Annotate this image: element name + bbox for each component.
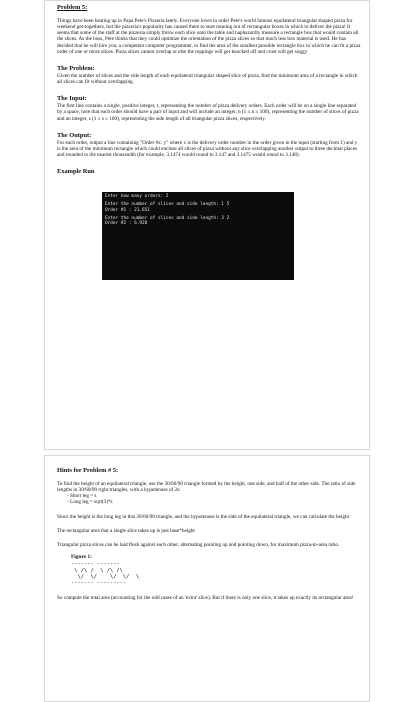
problem-title: Problem 5: <box>57 4 88 11</box>
console-line: Enter how many orders: 2 <box>105 194 169 200</box>
console-line: Order #2 : 6.928 <box>105 221 148 226</box>
output-text: For each order, output a line containing "Order #x: y" where x is the delivery order number in the order given in the input (starting from 1) and y is the area of the minimum rectangle which could enclose all slices of pizza without any slice overlapping another output to three decimal places and rounded to the nearest thousandth (for example, 3.1474 would round to 3.147 and 3.1475 would round to 3.148). <box>57 139 358 159</box>
hints-paragraph: The rectangular area that a single slice takes up is just base*height <box>57 527 195 534</box>
bullet-short-leg: - Short leg = s <box>67 493 361 499</box>
input-heading: The Input: <box>57 95 87 103</box>
hints-bullet-list <box>57 493 361 505</box>
problem-card <box>44 0 370 450</box>
console-output <box>102 192 294 280</box>
problem-text: Given the number of slices and the side length of each equilateral triangular shaped slice of pizza, find the minimum area of a rectangle in which all slices can fit without overlapping. <box>57 72 358 86</box>
figure-title: Figure 1: <box>71 554 93 561</box>
console-line: Enter the number of slices and side length: 1 5 <box>105 202 230 208</box>
hints-title: Hints for Problem # 5: <box>57 467 119 474</box>
hints-paragraph: Since the height is the long leg in this 30/60/90 triangle, and the hypotenuse is the side of the equilateral triangle, we can calculate the height. <box>57 513 351 520</box>
intro-paragraph: Things have been heating up in Papa Pete's Pizzeria lately. Everyone loves to order Pete's world famous equilateral triangular shaped pizza for weekend get-togethers, but the pizzeria's popularity has caused them to start running out of rectangular boxes in which to deliver the pizza! It seems that some of the staff at the pizzeria simply throw each slice onto the table and haphazardly measure a rectangle box that would contain all the slices. As the boss, Pete thinks that they could optimize the orientation of the pizza slices so that much less box material is used. He has decided that he will hire you, a competent computer programmer, to find the area of the smallest possible rectangle box in which he can fit a pizza order of one or more slices. Pizza slices cannot overlap or else the toppings will get knocked off and crust will get soggy. <box>57 18 361 55</box>
figure-ascii: ------- ------- \ /\ / \ /\ /\ \/ \/ \/ \/ \ ------- --------- <box>71 561 140 587</box>
bullet-long-leg: - Long leg = sqrt(3)*s <box>67 499 361 505</box>
hints-paragraph: So compute the total area (accounting for the odd cases of an 'extra' slice). But if there is only one slice, it takes up exactly its rectangular area! <box>57 594 354 601</box>
output-heading: The Output: <box>57 131 92 139</box>
problem-heading: The Problem: <box>57 64 95 72</box>
console-line: Enter the number of slices and side length: 3 2 <box>105 215 230 221</box>
hints-card <box>44 455 370 702</box>
hints-paragraph: To find the height of an equilateral triangle, use the 30/60/90 triangle formed by the height, one side, and half of the other side. The ratio of side lengths in 30/60/90 right triangles, with a hypotenuse of 2s: <box>57 481 356 494</box>
hints-paragraph: Triangular pizza slices can be laid flush against each other, alternating pointing up and pointing down, for maximum pizza-to-area ratio. <box>57 541 340 548</box>
console-line: Order #1 : 21.651 <box>105 207 150 213</box>
example-heading: Example Run <box>57 168 95 176</box>
input-text: The first line contains a single, positive integer, t, representing the number of pizza delivery orders. Each order will be on a single line separated by a space, note that each order should have a pair of input and will include an integer, n (1 ≤ n ≤ 100), representing the number of slices of pizza and an integer, s (1 ≤ s ≤ 100), representing the side length of all triangular pizza slices, respectively. <box>57 103 359 122</box>
